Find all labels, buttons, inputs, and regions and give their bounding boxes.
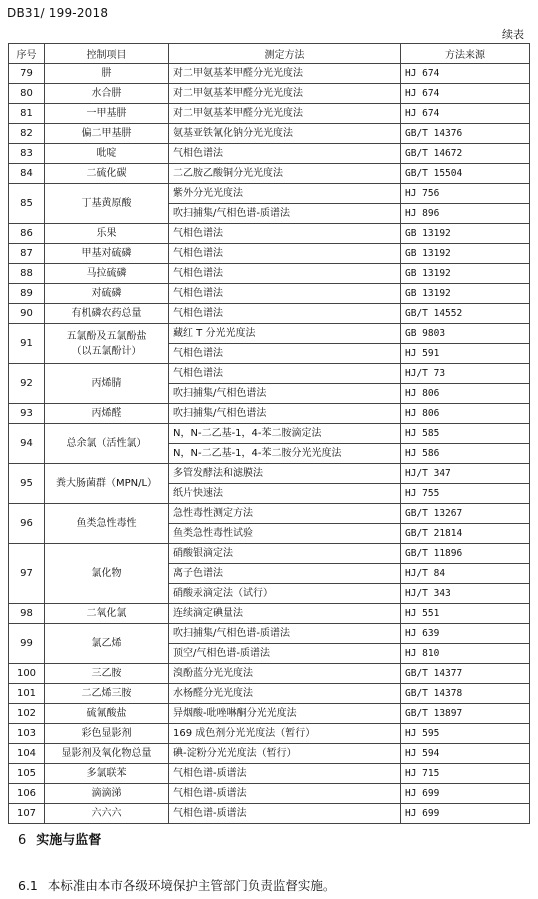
method-source: HJ 674 bbox=[401, 104, 530, 124]
control-item bbox=[45, 464, 169, 504]
test-method: 气相色谱-质谱法 bbox=[169, 784, 401, 804]
row-number: 102 bbox=[9, 704, 45, 724]
test-method: 溴酚蓝分光光度法 bbox=[169, 664, 401, 684]
control-item bbox=[45, 784, 169, 804]
control-item-line: 鱼类急性毒性 bbox=[76, 518, 137, 529]
row-number: 95 bbox=[9, 464, 45, 504]
test-method: 气相色谱-质谱法 bbox=[169, 764, 401, 784]
test-method: 急性毒性测定方法 bbox=[169, 504, 401, 524]
table-row bbox=[9, 784, 530, 804]
test-method: 硝酸汞滴定法（试行） bbox=[169, 584, 401, 604]
method-source: HJ 755 bbox=[401, 484, 530, 504]
control-item-line: 六六六 bbox=[91, 808, 122, 819]
method-source: HJ 810 bbox=[401, 644, 530, 664]
test-method: 吹扫捕集/气相色谱法 bbox=[169, 384, 401, 404]
test-method: 氨基亚铁氰化钠分光光度法 bbox=[169, 124, 401, 144]
row-number: 100 bbox=[9, 664, 45, 684]
control-item-line: 丁基黄原酸 bbox=[81, 198, 132, 209]
table-header-row bbox=[9, 44, 530, 64]
control-item-line: 丙烯醛 bbox=[91, 408, 122, 419]
table-row bbox=[9, 464, 530, 484]
table-row bbox=[9, 404, 530, 424]
control-item bbox=[45, 284, 169, 304]
test-method: 气相色谱法 bbox=[169, 304, 401, 324]
control-item-line: 硫氰酸盐 bbox=[86, 708, 127, 719]
control-item-line: 三乙胺 bbox=[91, 668, 122, 679]
continued-label: 续表 bbox=[502, 28, 524, 41]
table-row bbox=[9, 704, 530, 724]
table-row bbox=[9, 764, 530, 784]
test-method: 鱼类急性毒性试验 bbox=[169, 524, 401, 544]
control-item-line: 氯化物 bbox=[91, 568, 122, 579]
test-method: 对二甲氨基苯甲醛分光光度法 bbox=[169, 104, 401, 124]
test-method: 吹扫捕集/气相色谱法 bbox=[169, 404, 401, 424]
control-item bbox=[45, 744, 169, 764]
method-source: GB/T 15504 bbox=[401, 164, 530, 184]
control-item bbox=[45, 264, 169, 284]
test-method: 离子色谱法 bbox=[169, 564, 401, 584]
row-number: 101 bbox=[9, 684, 45, 704]
row-number: 83 bbox=[9, 144, 45, 164]
control-item-line: 丙烯腈 bbox=[91, 378, 122, 389]
control-item bbox=[45, 224, 169, 244]
row-number: 106 bbox=[9, 784, 45, 804]
method-source: GB/T 14377 bbox=[401, 664, 530, 684]
methods-table bbox=[8, 43, 530, 824]
row-number: 79 bbox=[9, 64, 45, 84]
table-row bbox=[9, 544, 530, 564]
control-item-line: 乐果 bbox=[96, 228, 117, 239]
control-item-line: 粪大肠菌群（MPN/L） bbox=[55, 478, 158, 489]
control-item-line: 一甲基肼 bbox=[86, 108, 127, 119]
test-method: 气相色谱-质谱法 bbox=[169, 804, 401, 824]
row-number: 103 bbox=[9, 724, 45, 744]
method-source: HJ 699 bbox=[401, 784, 530, 804]
test-method: 气相色谱法 bbox=[169, 284, 401, 304]
document-id: DB31/ 199-2018 bbox=[7, 6, 109, 20]
test-method: 气相色谱法 bbox=[169, 344, 401, 364]
table-row bbox=[9, 724, 530, 744]
test-method: 气相色谱法 bbox=[169, 264, 401, 284]
control-item bbox=[45, 304, 169, 324]
control-item bbox=[45, 244, 169, 264]
row-number: 97 bbox=[9, 544, 45, 604]
test-method: 气相色谱法 bbox=[169, 364, 401, 384]
method-source: GB/T 11896 bbox=[401, 544, 530, 564]
table-row bbox=[9, 224, 530, 244]
table-row bbox=[9, 324, 530, 344]
row-number: 84 bbox=[9, 164, 45, 184]
control-item bbox=[45, 804, 169, 824]
method-source: HJ 806 bbox=[401, 384, 530, 404]
header-no: 序号 bbox=[9, 44, 45, 64]
table-row bbox=[9, 504, 530, 524]
header-source: 方法来源 bbox=[401, 44, 530, 64]
method-source: HJ 896 bbox=[401, 204, 530, 224]
method-source: HJ 715 bbox=[401, 764, 530, 784]
table-row bbox=[9, 664, 530, 684]
control-item bbox=[45, 704, 169, 724]
control-item bbox=[45, 164, 169, 184]
row-number: 85 bbox=[9, 184, 45, 224]
table-row bbox=[9, 64, 530, 84]
clause-number: 6.1 bbox=[18, 878, 38, 893]
table-row bbox=[9, 624, 530, 644]
method-source: HJ 551 bbox=[401, 604, 530, 624]
row-number: 98 bbox=[9, 604, 45, 624]
test-method: 水杨醛分光光度法 bbox=[169, 684, 401, 704]
row-number: 81 bbox=[9, 104, 45, 124]
control-item bbox=[45, 684, 169, 704]
header-method: 测定方法 bbox=[169, 44, 401, 64]
control-item-line: 二氧化氯 bbox=[86, 608, 127, 619]
test-method: N，N-二乙基-1，4-苯二胺分光光度法 bbox=[169, 444, 401, 464]
table-row bbox=[9, 104, 530, 124]
control-item bbox=[45, 124, 169, 144]
row-number: 87 bbox=[9, 244, 45, 264]
table-row bbox=[9, 744, 530, 764]
row-number: 89 bbox=[9, 284, 45, 304]
test-method: 多管发酵法和滤膜法 bbox=[169, 464, 401, 484]
method-source: GB 13192 bbox=[401, 284, 530, 304]
control-item-line: 总余氯（活性氯） bbox=[66, 438, 147, 449]
test-method: 吹扫捕集/气相色谱-质谱法 bbox=[169, 204, 401, 224]
clause-text: 本标准由本市各级环境保护主管部门负责监督实施。 bbox=[47, 878, 336, 893]
method-source: HJ 594 bbox=[401, 744, 530, 764]
method-source: GB 9803 bbox=[401, 324, 530, 344]
method-source: GB/T 14672 bbox=[401, 144, 530, 164]
method-source: HJ 699 bbox=[401, 804, 530, 824]
method-source: HJ 806 bbox=[401, 404, 530, 424]
row-number: 86 bbox=[9, 224, 45, 244]
method-source: HJ/T 347 bbox=[401, 464, 530, 484]
method-source: HJ 674 bbox=[401, 64, 530, 84]
table-body bbox=[9, 64, 530, 824]
method-source: HJ 595 bbox=[401, 724, 530, 744]
method-source: GB 13192 bbox=[401, 244, 530, 264]
table-row bbox=[9, 684, 530, 704]
table-row bbox=[9, 284, 530, 304]
table-row bbox=[9, 304, 530, 324]
method-source: HJ/T 343 bbox=[401, 584, 530, 604]
control-item bbox=[45, 104, 169, 124]
control-item-line: 多氯联苯 bbox=[86, 768, 127, 779]
method-source: HJ 585 bbox=[401, 424, 530, 444]
control-item bbox=[45, 664, 169, 684]
control-item-line: 水合肼 bbox=[91, 88, 122, 99]
control-item bbox=[45, 364, 169, 404]
table-row bbox=[9, 144, 530, 164]
section-title: 实施与监督 bbox=[36, 833, 102, 848]
test-method: 连续滴定碘量法 bbox=[169, 604, 401, 624]
method-source: HJ 756 bbox=[401, 184, 530, 204]
control-item bbox=[45, 424, 169, 464]
method-source: HJ/T 84 bbox=[401, 564, 530, 584]
control-item-line: 甲基对硫磷 bbox=[81, 248, 132, 259]
control-item-line: 吡啶 bbox=[96, 148, 117, 159]
control-item-line: 氯乙烯 bbox=[91, 638, 122, 649]
clause-paragraph bbox=[18, 876, 335, 894]
table-row bbox=[9, 804, 530, 824]
row-number: 107 bbox=[9, 804, 45, 824]
method-source: GB/T 21814 bbox=[401, 524, 530, 544]
control-item bbox=[45, 504, 169, 544]
control-item bbox=[45, 324, 169, 364]
method-source: HJ 674 bbox=[401, 84, 530, 104]
method-source: GB/T 13267 bbox=[401, 504, 530, 524]
table-row bbox=[9, 424, 530, 444]
test-method: 二乙胺乙酸铜分光光度法 bbox=[169, 164, 401, 184]
control-item-line: 五氯酚及五氯酚盐 bbox=[66, 330, 147, 342]
row-number: 104 bbox=[9, 744, 45, 764]
header-item: 控制项目 bbox=[45, 44, 169, 64]
test-method: 异烟酸-吡唑啉酮分光光度法 bbox=[169, 704, 401, 724]
test-method: 纸片快速法 bbox=[169, 484, 401, 504]
control-item bbox=[45, 604, 169, 624]
table-row bbox=[9, 364, 530, 384]
control-item-line: 二乙烯三胺 bbox=[81, 688, 132, 699]
method-source: GB 13192 bbox=[401, 264, 530, 284]
method-source: HJ 586 bbox=[401, 444, 530, 464]
control-item bbox=[45, 84, 169, 104]
control-item bbox=[45, 144, 169, 164]
test-method: 气相色谱法 bbox=[169, 144, 401, 164]
control-item bbox=[45, 404, 169, 424]
table-row bbox=[9, 184, 530, 204]
method-source: HJ 639 bbox=[401, 624, 530, 644]
test-method: 紫外分光光度法 bbox=[169, 184, 401, 204]
control-item-line: 对硫磷 bbox=[91, 288, 122, 299]
control-item-line: 显影剂及氧化物总量 bbox=[61, 748, 152, 759]
method-source: HJ/T 73 bbox=[401, 364, 530, 384]
control-item-line: 马拉硫磷 bbox=[86, 268, 127, 279]
test-method: 碘-淀粉分光光度法（暂行） bbox=[169, 744, 401, 764]
table-row bbox=[9, 264, 530, 284]
method-source: GB/T 13897 bbox=[401, 704, 530, 724]
test-method: 吹扫捕集/气相色谱-质谱法 bbox=[169, 624, 401, 644]
row-number: 80 bbox=[9, 84, 45, 104]
control-item bbox=[45, 764, 169, 784]
control-item bbox=[45, 64, 169, 84]
test-method: 169 成色剂分光光度法（暂行） bbox=[169, 724, 401, 744]
method-source: GB/T 14552 bbox=[401, 304, 530, 324]
row-number: 96 bbox=[9, 504, 45, 544]
control-item-line: 二硫化碳 bbox=[86, 168, 127, 179]
table-row bbox=[9, 244, 530, 264]
row-number: 92 bbox=[9, 364, 45, 404]
test-method: 对二甲氨基苯甲醛分光光度法 bbox=[169, 84, 401, 104]
control-item-line: 滴滴涕 bbox=[91, 788, 122, 799]
test-method: 对二甲氨基苯甲醛分光光度法 bbox=[169, 64, 401, 84]
table-row bbox=[9, 84, 530, 104]
row-number: 99 bbox=[9, 624, 45, 664]
test-method: 顶空/气相色谱-质谱法 bbox=[169, 644, 401, 664]
row-number: 93 bbox=[9, 404, 45, 424]
control-item bbox=[45, 184, 169, 224]
row-number: 90 bbox=[9, 304, 45, 324]
control-item bbox=[45, 544, 169, 604]
control-item-line: 偏二甲基肼 bbox=[81, 128, 132, 139]
row-number: 82 bbox=[9, 124, 45, 144]
test-method: 气相色谱法 bbox=[169, 224, 401, 244]
table-row bbox=[9, 164, 530, 184]
method-source: HJ 591 bbox=[401, 344, 530, 364]
control-item bbox=[45, 624, 169, 664]
control-item bbox=[45, 724, 169, 744]
section-number: 6 bbox=[18, 833, 27, 848]
row-number: 91 bbox=[9, 324, 45, 364]
test-method: 气相色谱法 bbox=[169, 244, 401, 264]
method-source: GB/T 14376 bbox=[401, 124, 530, 144]
control-item-line: 有机磷农药总量 bbox=[71, 308, 142, 319]
row-number: 94 bbox=[9, 424, 45, 464]
row-number: 88 bbox=[9, 264, 45, 284]
method-source: GB/T 14378 bbox=[401, 684, 530, 704]
method-source: GB 13192 bbox=[401, 224, 530, 244]
control-item-line: 彩色显影剂 bbox=[81, 728, 132, 739]
test-method: 硝酸银滴定法 bbox=[169, 544, 401, 564]
control-item-line: （以五氯酚计） bbox=[71, 345, 142, 357]
row-number: 105 bbox=[9, 764, 45, 784]
test-method: 藏红 T 分光光度法 bbox=[169, 324, 401, 344]
table-row bbox=[9, 124, 530, 144]
table-row bbox=[9, 604, 530, 624]
section-heading bbox=[18, 829, 101, 848]
test-method: N，N-二乙基-1，4-苯二胺滴定法 bbox=[169, 424, 401, 444]
control-item-line: 肼 bbox=[101, 68, 112, 79]
